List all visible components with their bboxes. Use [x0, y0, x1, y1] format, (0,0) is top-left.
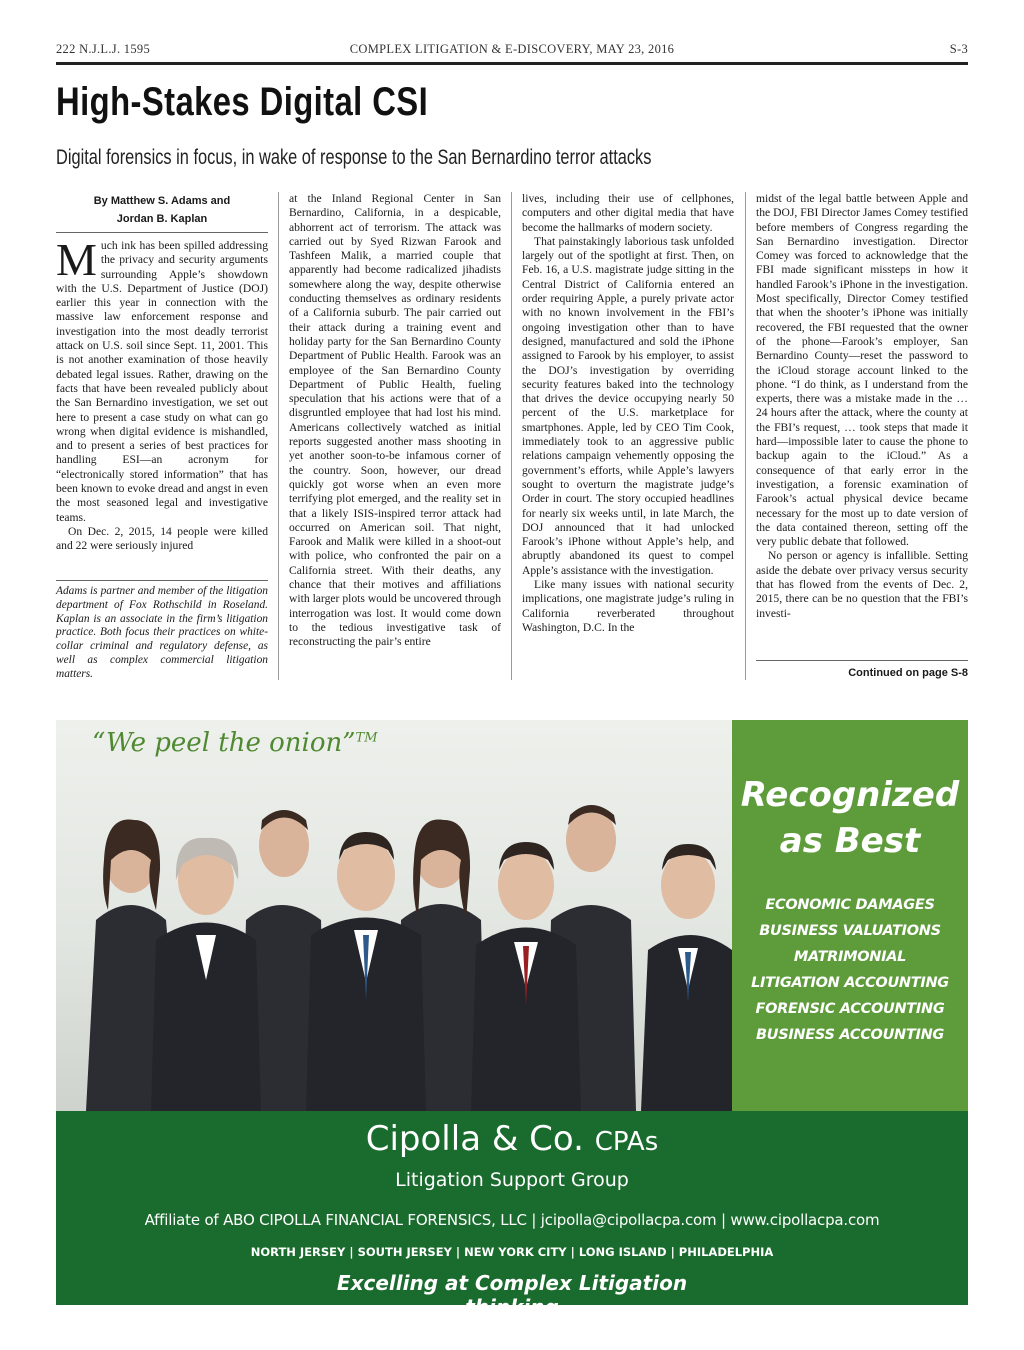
byline-line-1: By Matthew S. Adams and: [93, 195, 231, 207]
drop-cap: M: [56, 234, 97, 285]
paragraph-text: uch ink has been spilled addressing the privacy and security arguments surrounding Apple’s showdown with the U.S. Department of Justice (DOJ) earlier this year in connection with the massive law enforcement response and investigation into the most deadly terrorist attack on U.S. soil since Sept. 11, 2001. This is not another examination of those heavily debated legal issues. Rather, drawing on the facts that have been revealed publicly about the San Bernardino investigation, we set out here to present a case study on what can go wrong when digital evidence is mishandled, and to present a series of best practices for handling ESI—an acronym for “electronically stored information” that has been known to evoke dread and angst in even the most seasoned legal and investigative teams.: [56, 239, 268, 524]
article-column-3: [522, 192, 734, 635]
service-item: FORENSIC ACCOUNTING: [755, 1001, 945, 1017]
firm-locations: NORTH JERSEY | SOUTH JERSEY | NEW YORK CITY | LONG ISLAND | PHILADELPHIA: [250, 1245, 774, 1259]
services-panel: [732, 720, 968, 1111]
article-column-4: [756, 192, 968, 621]
trademark-mark: TM: [355, 730, 378, 746]
service-item: BUSINESS VALUATIONS: [759, 923, 941, 939]
column-divider: [511, 192, 512, 680]
firm-suffix: CPAs: [594, 1127, 659, 1157]
service-item: MATRIMONIAL: [793, 949, 907, 965]
firm-band: [56, 1111, 968, 1319]
byline-rule: [56, 232, 268, 233]
service-item: BUSINESS ACCOUNTING: [755, 1027, 945, 1043]
paragraph: at the Inland Regional Center in San Bernardino, California, in a despicable, abhorrent act of terrorism. The attack was carried out by Syed Rizwan Farook and Tashfeen Malik, a married couple that apparently had become radicalized jihadists somewhere along the way, despite otherwise conducting themselves as ordinary residents of a California suburb. The pair carried out their attack during a training event and holiday party for the San Bernardino County Department of Public Health. Farook was an employee of the San Bernardino County Department of Public Health, fueling speculation that his actions were that of a disgruntled employee that had lost his mind. Americans collectively watched as initial reports suggested another mass shooting in yet another soon-to-be infamous corner of the country. Soon, however, our dread quickly got worse when an even more terrifying plot emerged, and the reality set in that a likely ISIS-inspired terror attack had occurred on American soil. That night, Farook and Malik were killed in a shoot-out with police, who confronted the pair on a California street. With their deaths, any chance that their motives and affiliations with larger plots would be uncovered through interrogation was lost. It would come down to the tedious investigative task of reconstructing the pair’s entire: [289, 192, 501, 649]
firm-slogan: Excelling at Complex Litigation: [336, 1271, 688, 1295]
paragraph: That painstakingly laborious task unfolded largely out of the spotlight at first. Then, on Feb. 16, a U.S. magistrate judge sitting in the Central District of California entered an order requiring Apple, a purely private actor with no known involvement in the FBI’s ongoing investigation other than to have designed, manufactured and sold the iPhone assigned to Farook by his employer, to assist the DOJ’s investigation by overriding security features baked into the technology that drives the device occupying nearly 50 percent of the U.S. marketplace for smartphones. Apple, led by CEO Tim Cook, immediately took to an aggressive public relations campaign vehemently opposing the government’s efforts, while Apple’s lawyers sought to overturn the magistrate judge’s Order in court. The story occupied headlines for nearly six weeks until, in late March, the DOJ announced that it had unlocked Farook’s iPhone without Apple’s help, and abruptly abandoned its quest to compel Apple’s assistance with the investigation.: [522, 234, 734, 577]
firm-name: Cipolla & Co. CPAs: [365, 1119, 659, 1159]
citation: 222 N.J.L.J. 1595: [56, 42, 150, 56]
header-rule: [56, 62, 968, 65]
column-divider: [278, 192, 279, 680]
paragraph: On Dec. 2, 2015, 14 people were killed and 22 were seriously injured: [56, 524, 268, 553]
service-item: LITIGATION ACCOUNTING: [751, 975, 949, 991]
continued-link[interactable]: Continued on page S-8: [756, 660, 968, 679]
paragraph: lives, including their use of cellphones, computers and other digital media that have become the hallmarks of modern society.: [522, 192, 734, 234]
section-title: COMPLEX LITIGATION & E-DISCOVERY, MAY 23, 2016: [349, 42, 675, 56]
firm-subtitle: Litigation Support Group: [395, 1169, 629, 1191]
page-number: S-3: [949, 42, 968, 56]
paragraph: midst of the legal battle between Apple and the DOJ, FBI Director James Comey testified before members of Congress regarding the San Bernardino investigation. Director Comey was forced to acknowledge that the FBI made significant missteps in how it handled Farook’s iPhone in the investigation. Most specifically, Director Comey testified that when the shooter’s iPhone was initially recovered, the FBI requested that the owner of the phone—Farook’s employer, San Bernardino County—reset the password to the iCloud storage account linked to the phone. “I do think, as I understand from the experts, there was a mistake made in the … 24 hours after the attack, where the county at the FBI’s request, … took steps that made it hard—impossible later to cause the phone to backup again to the iCloud.” As a consequence of that early error in the investigation, a forensic examination of Farook’s actual physical device became necessary for the most up to date version of the data contained thereon, setting off the very public debate that followed.: [756, 192, 968, 549]
lead-paragraph: [56, 234, 268, 525]
article-column-1: [56, 192, 268, 554]
byline: [56, 192, 268, 228]
service-item: ECONOMIC DAMAGES: [765, 897, 935, 913]
article-column-2: [289, 192, 501, 650]
author-note: Adams is partner and member of the litigation department of Fox Rothschild in Roseland. Kaplan is an associate in the firm’s litigation practice. Both focus their practices on white-collar criminal and regulatory defense, as well as complex commercial litigation matters.: [56, 580, 268, 682]
services-list: [732, 892, 968, 1048]
firm-contact[interactable]: Affiliate of ABO CIPOLLA FINANCIAL FORENSICS, LLC | jcipolla@cipollacpa.com | www.cipollacpa.com: [144, 1211, 880, 1229]
column-divider: [745, 192, 746, 680]
headline: High-Stakes Digital CSI: [56, 80, 429, 124]
team-photo-illustration: [56, 720, 732, 1111]
byline-line-2: Jordan B. Kaplan: [116, 213, 208, 225]
advertisement: [56, 720, 968, 1319]
paragraph: No person or agency is infallible. Setting aside the debate over privacy versus security that has flowed from the events of Dec. 2, 2015, there can be no question that the FBI’s investi-: [756, 549, 968, 620]
paragraph: Like many issues with national security implications, one magistrate judge’s ruling in California reverberated throughout Washington, D.C. In the: [522, 578, 734, 634]
team-photo: [56, 720, 732, 1111]
running-head: [56, 42, 968, 60]
deck: Digital forensics in focus, in wake of response to the San Bernardino terror attacks: [56, 146, 652, 169]
ad-tagline: “We peel the onion”™: [92, 728, 378, 758]
firm-slogan-cut: thinking: [465, 1295, 559, 1319]
recognized-heading: Recognized as Best: [740, 775, 960, 861]
